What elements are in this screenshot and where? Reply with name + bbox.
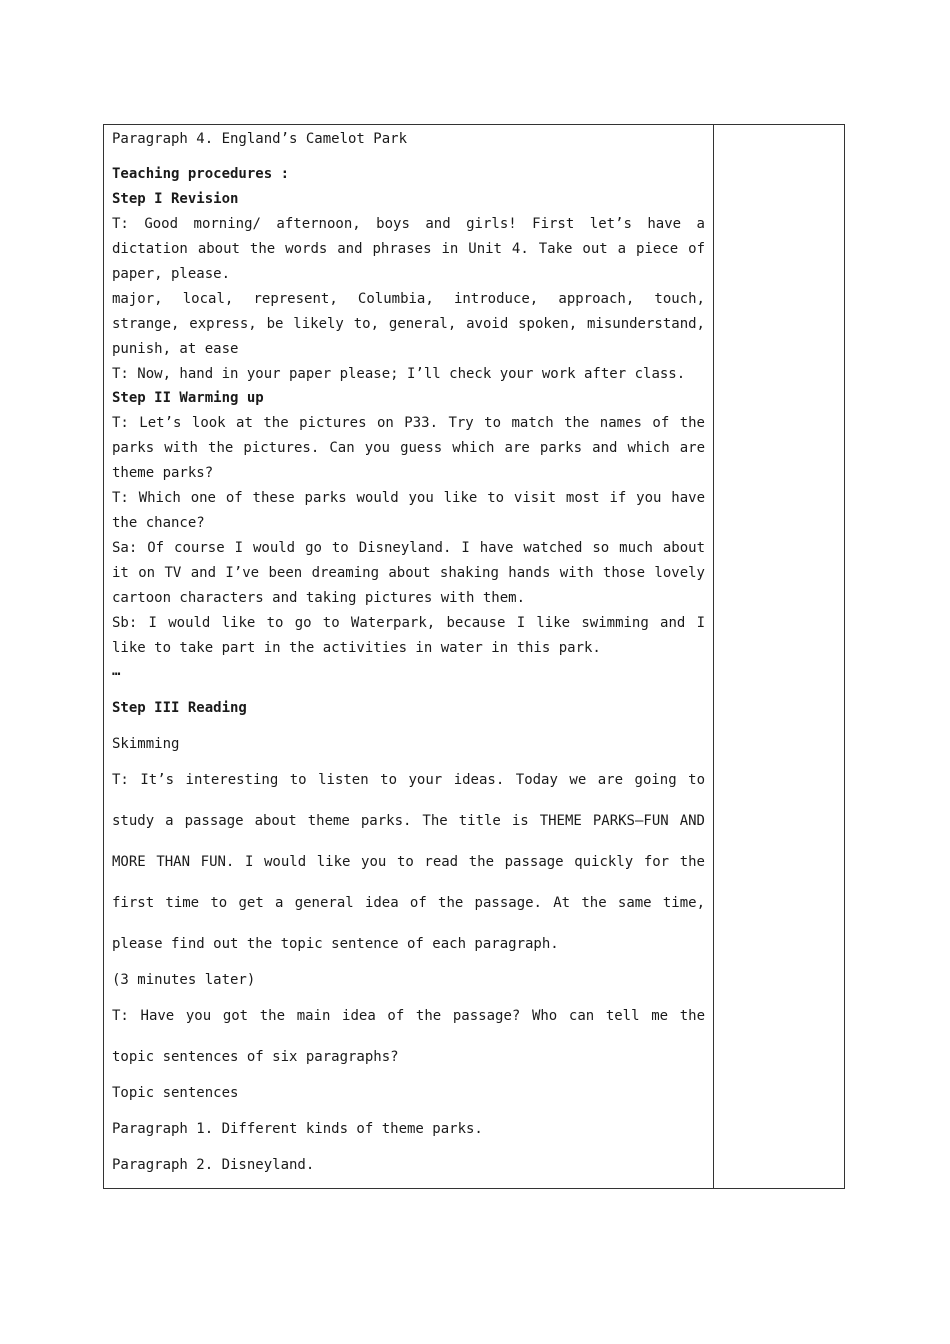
- step-heading: Step II Warming up: [112, 390, 264, 406]
- text-line: Paragraph 4. England’s Camelot Park: [112, 131, 408, 147]
- column-divider: [713, 125, 714, 1188]
- text-line: Sa: Of course I would go to Disneyland. I have watched so much about: [112, 540, 705, 556]
- section-heading: Teaching procedures :: [112, 166, 290, 182]
- text-line: like to take part in the activities in water in this park.: [112, 640, 601, 656]
- lesson-plan-table: [103, 124, 845, 1189]
- text-line: (3 minutes later): [112, 972, 256, 988]
- text-line: Topic sentences: [112, 1085, 239, 1101]
- text-line: Skimming: [112, 736, 180, 752]
- text-line: T: Have you got the main idea of the passage? Who can tell me the: [112, 1008, 705, 1024]
- text-line: dictation about the words and phrases in Unit 4. Take out a piece of: [112, 241, 705, 257]
- text-line: T: Let’s look at the pictures on P33. Try to match the names of the: [112, 415, 705, 431]
- text-line: major, local, represent, Columbia, introduce, approach, touch,: [112, 291, 705, 307]
- text-line: please find out the topic sentence of each paragraph.: [112, 936, 559, 952]
- text-line: T: Which one of these parks would you like to visit most if you have: [112, 490, 705, 506]
- text-line: T: Now, hand in your paper please; I’ll check your work after class.: [112, 366, 686, 382]
- text-line: study a passage about theme parks. The title is THEME PARKS—FUN AND: [112, 813, 705, 829]
- text-line: the chance?: [112, 515, 205, 531]
- text-line: T: Good morning/ afternoon, boys and girls! First let’s have a: [112, 216, 705, 232]
- text-line: Paragraph 2. Disneyland.: [112, 1157, 315, 1173]
- ellipsis: …: [112, 663, 121, 679]
- text-line: MORE THAN FUN. I would like you to read the passage quickly for the: [112, 854, 705, 870]
- text-line: it on TV and I’ve been dreaming about shaking hands with those lovely: [112, 565, 705, 581]
- text-line: punish, at ease: [112, 341, 239, 357]
- text-line: Sb: I would like to go to Waterpark, because I like swimming and I: [112, 615, 705, 631]
- text-line: topic sentences of six paragraphs?: [112, 1049, 399, 1065]
- text-line: T: It’s interesting to listen to your ideas. Today we are going to: [112, 772, 705, 788]
- step-heading: Step I Revision: [112, 191, 239, 207]
- text-line: Paragraph 1. Different kinds of theme parks.: [112, 1121, 483, 1137]
- text-line: strange, express, be likely to, general, avoid spoken, misunderstand,: [112, 316, 705, 332]
- text-line: parks with the pictures. Can you guess which are parks and which are: [112, 440, 705, 456]
- step-heading: Step III Reading: [112, 700, 247, 716]
- text-line: theme parks?: [112, 465, 214, 481]
- text-line: paper, please.: [112, 266, 231, 282]
- text-line: cartoon characters and taking pictures with them.: [112, 590, 526, 606]
- text-line: first time to get a general idea of the passage. At the same time,: [112, 895, 705, 911]
